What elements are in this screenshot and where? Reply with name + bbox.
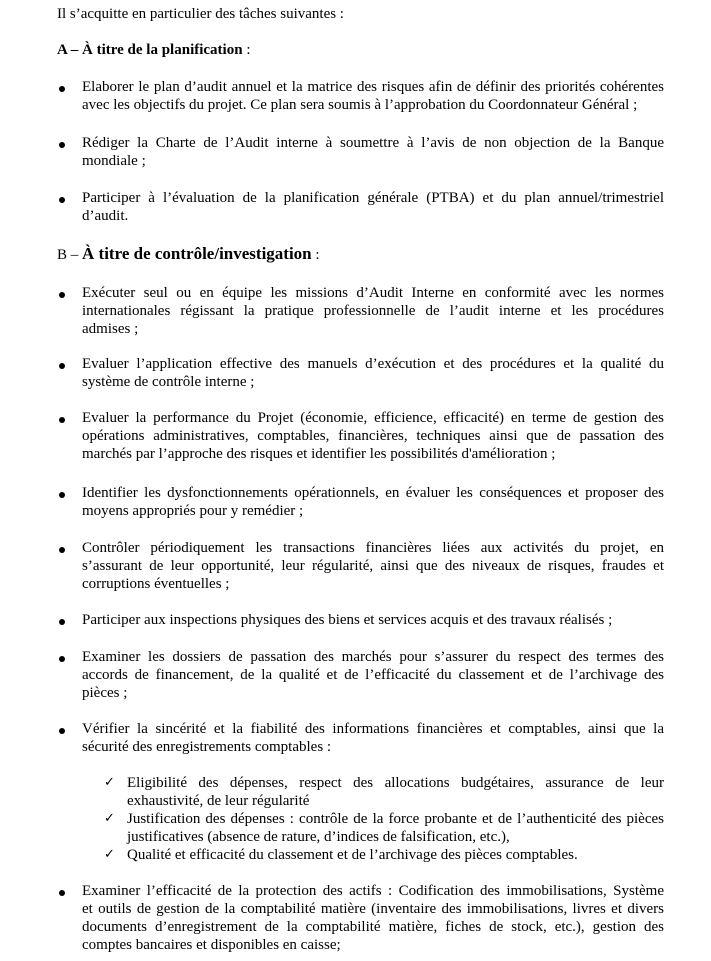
list-item: Examiner les dossiers de passation des marchés pour s’assurer du respect des termes des accords de financement, de la qualité et de l’efficacité du classement et de l’archivage des pièces ; [82, 649, 664, 701]
list-item: Examiner l’efficacité de la protection des actifs : Codification des immobilisations, Système et outils de gestion de la comptabilité matière (inventaire des immobilisations, livres et divers documents d’enregistrement de la comptabilité matière, fiches de stock, etc.), gestion des comptes bancaires et disponibles en caisse; [82, 883, 664, 953]
list-item: Participer à l’évaluation de la planification générale (PTBA) et du plan annuel/trimestriel d’audit. [82, 190, 664, 224]
section-b-suffix: : [311, 247, 320, 263]
bullet-icon [59, 86, 65, 92]
list-item: Rédiger la Charte de l’Audit interne à soumettre à l’avis de non objection de la Banque mondiale ; [82, 135, 664, 169]
list-item: Elaborer le plan d’audit annuel et la matrice des risques afin de définir des priorités cohérentes avec les objectifs du projet. Ce plan sera soumis à l’approbation du Coordonnateur Général ; [82, 79, 664, 113]
check-icon: ✓ [104, 811, 115, 826]
bullet-icon [59, 547, 65, 553]
section-b-heading [57, 244, 320, 265]
list-item: Identifier les dysfonctionnements opérationnels, en évaluer les conséquences et proposer des moyens appropriés pour y remédier ; [82, 485, 664, 519]
bullet-icon [59, 728, 65, 734]
checklist-item: Eligibilité des dépenses, respect des allocations budgétaires, assurance de leur exhaustivité, de leur régularité [127, 775, 664, 809]
section-a-title: À titre de la planification [82, 42, 243, 58]
bullet-icon [59, 363, 65, 369]
bullet-icon [59, 890, 65, 896]
section-a-heading [57, 40, 250, 60]
check-icon: ✓ [104, 847, 115, 862]
bullet-icon [59, 197, 65, 203]
section-a-suffix: : [242, 42, 251, 58]
list-item: Evaluer l’application effective des manuels d’exécution et des procédures et la qualité du système de contrôle interne ; [82, 356, 664, 390]
list-item: Vérifier la sincérité et la fiabilité des informations financières et comptables, ainsi que la sécurité des enregistrements comptables : [82, 721, 664, 755]
bullet-icon [59, 492, 65, 498]
checklist-item: Qualité et efficacité du classement et de l’archivage des pièces comptables. [127, 847, 578, 863]
bullet-icon [59, 656, 65, 662]
intro-text: Il s’acquitte en particulier des tâches suivantes : [57, 6, 344, 22]
section-a-prefix: A – [57, 42, 83, 58]
section-b-title: À titre de contrôle/investigation [82, 244, 312, 263]
bullet-icon [59, 417, 65, 423]
list-item: Contrôler périodiquement les transactions financières liées aux activités du projet, en s’assurant de leur opportunité, leur régularité, ainsi que des niveaux de risques, fraudes et corruptions éventuelles ; [82, 540, 664, 592]
list-item: Exécuter seul ou en équipe les missions d’Audit Interne en conformité avec les normes internationales régissant la pratique professionnelle de l’audit interne et les procédures admises ; [82, 285, 664, 337]
check-icon: ✓ [104, 775, 115, 790]
bullet-icon [59, 142, 65, 148]
checklist-item: Justification des dépenses : contrôle de la force probante et de l’authenticité des pièces justificatives (absence de rature, d’indices de falsification, etc.), [127, 811, 664, 845]
bullet-icon [59, 619, 65, 625]
bullet-icon [59, 292, 65, 298]
list-item: Evaluer la performance du Projet (économie, efficience, efficacité) en terme de gestion des opérations administratives, comptables, financières, techniques ainsi que de passation des marchés par l’approche des risques et identifier les possibilités d'amélioration ; [82, 410, 664, 462]
section-b-prefix: B – [57, 247, 83, 263]
list-item: Participer aux inspections physiques des biens et services acquis et des travaux réalisés ; [82, 612, 613, 628]
